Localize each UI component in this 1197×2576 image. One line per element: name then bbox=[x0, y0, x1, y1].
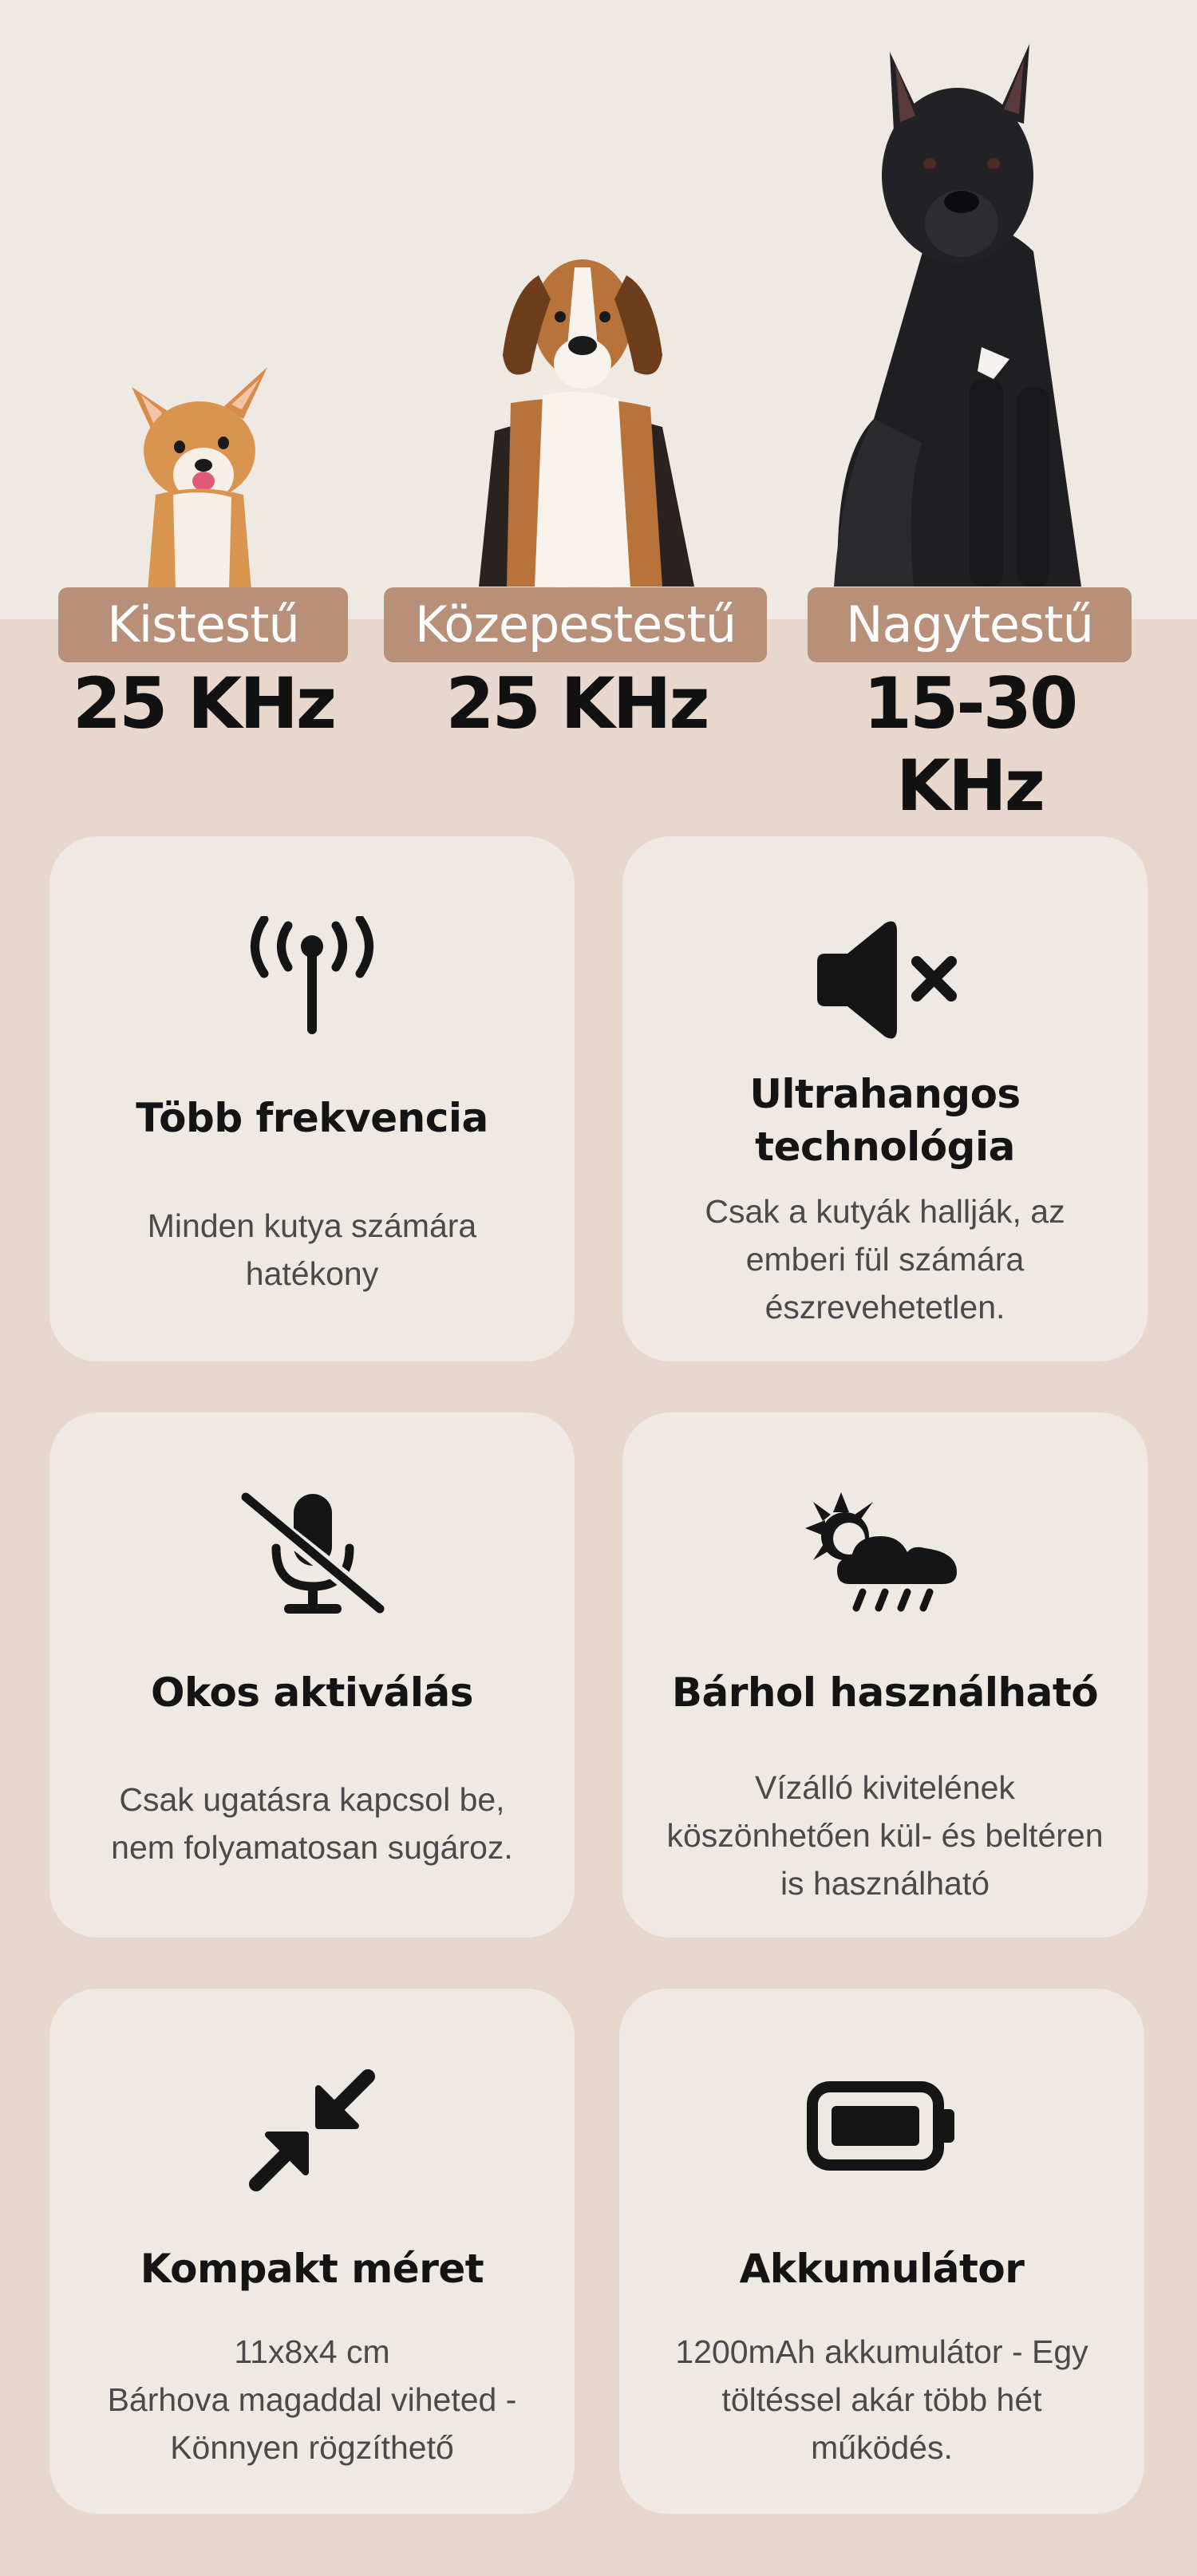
feature-title: Kompakt méret bbox=[140, 2246, 484, 2292]
compress-arrows-icon bbox=[248, 2068, 376, 2192]
size-label-large: Nagytestű bbox=[808, 587, 1132, 662]
feature-title: Ultrahangos technológia bbox=[749, 1071, 1021, 1170]
weather-sun-rain-icon bbox=[805, 1492, 965, 1616]
feature-card-smart-activation bbox=[49, 1412, 575, 1938]
feature-title: Több frekvencia bbox=[136, 1095, 488, 1141]
feature-description: Minden kutya számára hatékony bbox=[147, 1207, 477, 1292]
microphone-off-icon bbox=[236, 1492, 388, 1616]
frequency-large: 15-30 KHz bbox=[863, 662, 1077, 827]
feature-description: Csak ugatásra kapcsol be, nem folyamatosan sugároz. bbox=[111, 1781, 513, 1866]
feature-card-battery bbox=[619, 1989, 1144, 2514]
feature-card-anywhere bbox=[622, 1412, 1148, 1938]
feature-description: Csak a kutyák hallják, az emberi fül számára észrevehetetlen. bbox=[705, 1193, 1065, 1326]
feature-description: 11x8x4 cm Bárhova magaddal viheted - Könnyen rögzíthető bbox=[107, 2333, 517, 2466]
feature-title: Okos aktiválás bbox=[151, 1669, 473, 1716]
large-dog-image bbox=[818, 44, 1097, 591]
feature-card-frequency bbox=[49, 836, 575, 1361]
feature-title: Akkumulátor bbox=[739, 2246, 1025, 2292]
size-label-small: Kistestű bbox=[58, 587, 348, 662]
small-dog-image bbox=[124, 363, 275, 591]
size-label-medium: Közepestestű bbox=[384, 587, 767, 662]
feature-title: Bárhol használható bbox=[671, 1669, 1099, 1716]
battery-full-icon bbox=[806, 2080, 958, 2172]
frequency-small: 25 KHz bbox=[72, 662, 335, 745]
speaker-mute-icon bbox=[809, 920, 961, 1040]
antenna-signal-icon bbox=[244, 916, 380, 1036]
medium-dog-image bbox=[463, 243, 702, 591]
feature-description: Vízálló kivitelének köszönhetően kül- és beltéren is használható bbox=[666, 1769, 1104, 1902]
feature-card-ultrasonic bbox=[622, 836, 1148, 1361]
frequency-medium: 25 KHz bbox=[445, 662, 708, 745]
feature-card-compact bbox=[49, 1989, 575, 2514]
feature-description: 1200mAh akkumulátor - Egy töltéssel akár több hét működés. bbox=[675, 2333, 1088, 2466]
